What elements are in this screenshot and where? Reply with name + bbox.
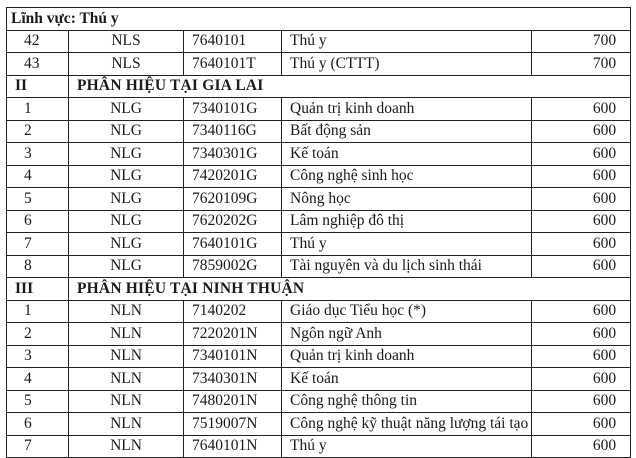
row-number: 7 [7, 435, 69, 458]
major-name: Lâm nghiệp đô thị [282, 210, 532, 233]
table-row [7, 390, 631, 413]
major-name: Công nghệ kỹ thuật năng lượng tái tạo [282, 413, 532, 436]
row-number: 43 [7, 53, 69, 76]
quota-value: 600 [532, 300, 631, 323]
unit-code: NLN [69, 345, 184, 368]
table-row [7, 255, 631, 278]
major-code: 7480201N [184, 390, 282, 413]
row-number: 3 [7, 143, 69, 166]
quota-value: 700 [532, 53, 631, 76]
quota-value: 600 [532, 210, 631, 233]
quota-value: 600 [532, 345, 631, 368]
table-row [7, 435, 631, 458]
section-title: PHÂN HIỆU TẠI GIA LAI [69, 75, 631, 98]
major-name: Công nghệ sinh học [282, 165, 532, 188]
major-code: 7620202G [184, 210, 282, 233]
major-name: Thú y [282, 435, 532, 458]
major-name: Giáo dục Tiểu học (*) [282, 300, 532, 323]
row-number: 2 [7, 323, 69, 346]
major-code: 7640101N [184, 435, 282, 458]
unit-code: NLN [69, 435, 184, 458]
major-code: 7519007N [184, 413, 282, 436]
unit-code: NLG [69, 233, 184, 256]
quota-value: 600 [532, 435, 631, 458]
row-number: 2 [7, 120, 69, 143]
major-name: Kế toán [282, 368, 532, 391]
quota-value: 600 [532, 143, 631, 166]
major-code: 7640101G [184, 233, 282, 256]
row-number: 42 [7, 30, 69, 53]
major-code: 7140202 [184, 300, 282, 323]
quota-value: 600 [532, 188, 631, 211]
major-code: 7859002G [184, 255, 282, 278]
unit-code: NLG [69, 98, 184, 121]
major-code: 7340301N [184, 368, 282, 391]
table-row [7, 165, 631, 188]
major-name: Kế toán [282, 143, 532, 166]
major-name: Quản trị kinh doanh [282, 98, 532, 121]
table-body [7, 8, 631, 458]
unit-code: NLN [69, 413, 184, 436]
major-code: 7640101 [184, 30, 282, 53]
unit-code: NLN [69, 390, 184, 413]
quota-value: 600 [532, 98, 631, 121]
row-number: 4 [7, 165, 69, 188]
major-code: 7640101T [184, 53, 282, 76]
unit-code: NLG [69, 165, 184, 188]
quota-value: 600 [532, 165, 631, 188]
unit-code: NLS [69, 30, 184, 53]
major-code: 7420201G [184, 165, 282, 188]
section-header-row [7, 75, 631, 98]
row-number: 6 [7, 413, 69, 436]
admission-quota-table [6, 7, 631, 458]
row-number: 6 [7, 210, 69, 233]
table-row [7, 120, 631, 143]
section-number: III [7, 278, 69, 301]
table-row [7, 30, 631, 53]
unit-code: NLG [69, 188, 184, 211]
major-name: Bất động sản [282, 120, 532, 143]
major-name: Thú y (CTTT) [282, 53, 532, 76]
quota-value: 600 [532, 368, 631, 391]
unit-code: NLN [69, 300, 184, 323]
quota-value: 600 [532, 120, 631, 143]
major-name: Thú y [282, 30, 532, 53]
table-row [7, 53, 631, 76]
row-number: 5 [7, 188, 69, 211]
quota-value: 700 [532, 30, 631, 53]
table-row [7, 413, 631, 436]
table-row [7, 98, 631, 121]
unit-code: NLN [69, 368, 184, 391]
row-number: 4 [7, 368, 69, 391]
row-number: 5 [7, 390, 69, 413]
major-code: 7340116G [184, 120, 282, 143]
row-number: 7 [7, 233, 69, 256]
quota-value: 600 [532, 233, 631, 256]
table-row [7, 300, 631, 323]
row-number: 8 [7, 255, 69, 278]
field-header-row [7, 8, 631, 31]
quota-value: 600 [532, 390, 631, 413]
major-code: 7340101G [184, 98, 282, 121]
table-row [7, 323, 631, 346]
unit-code: NLG [69, 255, 184, 278]
table-row [7, 188, 631, 211]
row-number: 1 [7, 98, 69, 121]
section-number: II [7, 75, 69, 98]
major-name: Nông học [282, 188, 532, 211]
unit-code: NLS [69, 53, 184, 76]
major-code: 7220201N [184, 323, 282, 346]
major-name: Ngôn ngữ Anh [282, 323, 532, 346]
unit-code: NLN [69, 323, 184, 346]
quota-value: 600 [532, 255, 631, 278]
quota-value: 600 [532, 323, 631, 346]
table-row [7, 143, 631, 166]
major-code: 7340301G [184, 143, 282, 166]
table-row [7, 233, 631, 256]
table-row [7, 368, 631, 391]
field-header: Lĩnh vực: Thú y [7, 8, 631, 31]
row-number: 3 [7, 345, 69, 368]
row-number: 1 [7, 300, 69, 323]
major-name: Quản trị kinh doanh [282, 345, 532, 368]
table-row [7, 210, 631, 233]
major-code: 7340101N [184, 345, 282, 368]
unit-code: NLG [69, 120, 184, 143]
unit-code: NLG [69, 143, 184, 166]
section-title: PHÂN HIỆU TẠI NINH THUẬN [69, 278, 631, 301]
major-name: Tài nguyên và du lịch sinh thái [282, 255, 532, 278]
table-row [7, 345, 631, 368]
unit-code: NLG [69, 210, 184, 233]
major-name: Thú y [282, 233, 532, 256]
section-header-row [7, 278, 631, 301]
major-code: 7620109G [184, 188, 282, 211]
quota-value: 600 [532, 413, 631, 436]
major-name: Công nghệ thông tin [282, 390, 532, 413]
